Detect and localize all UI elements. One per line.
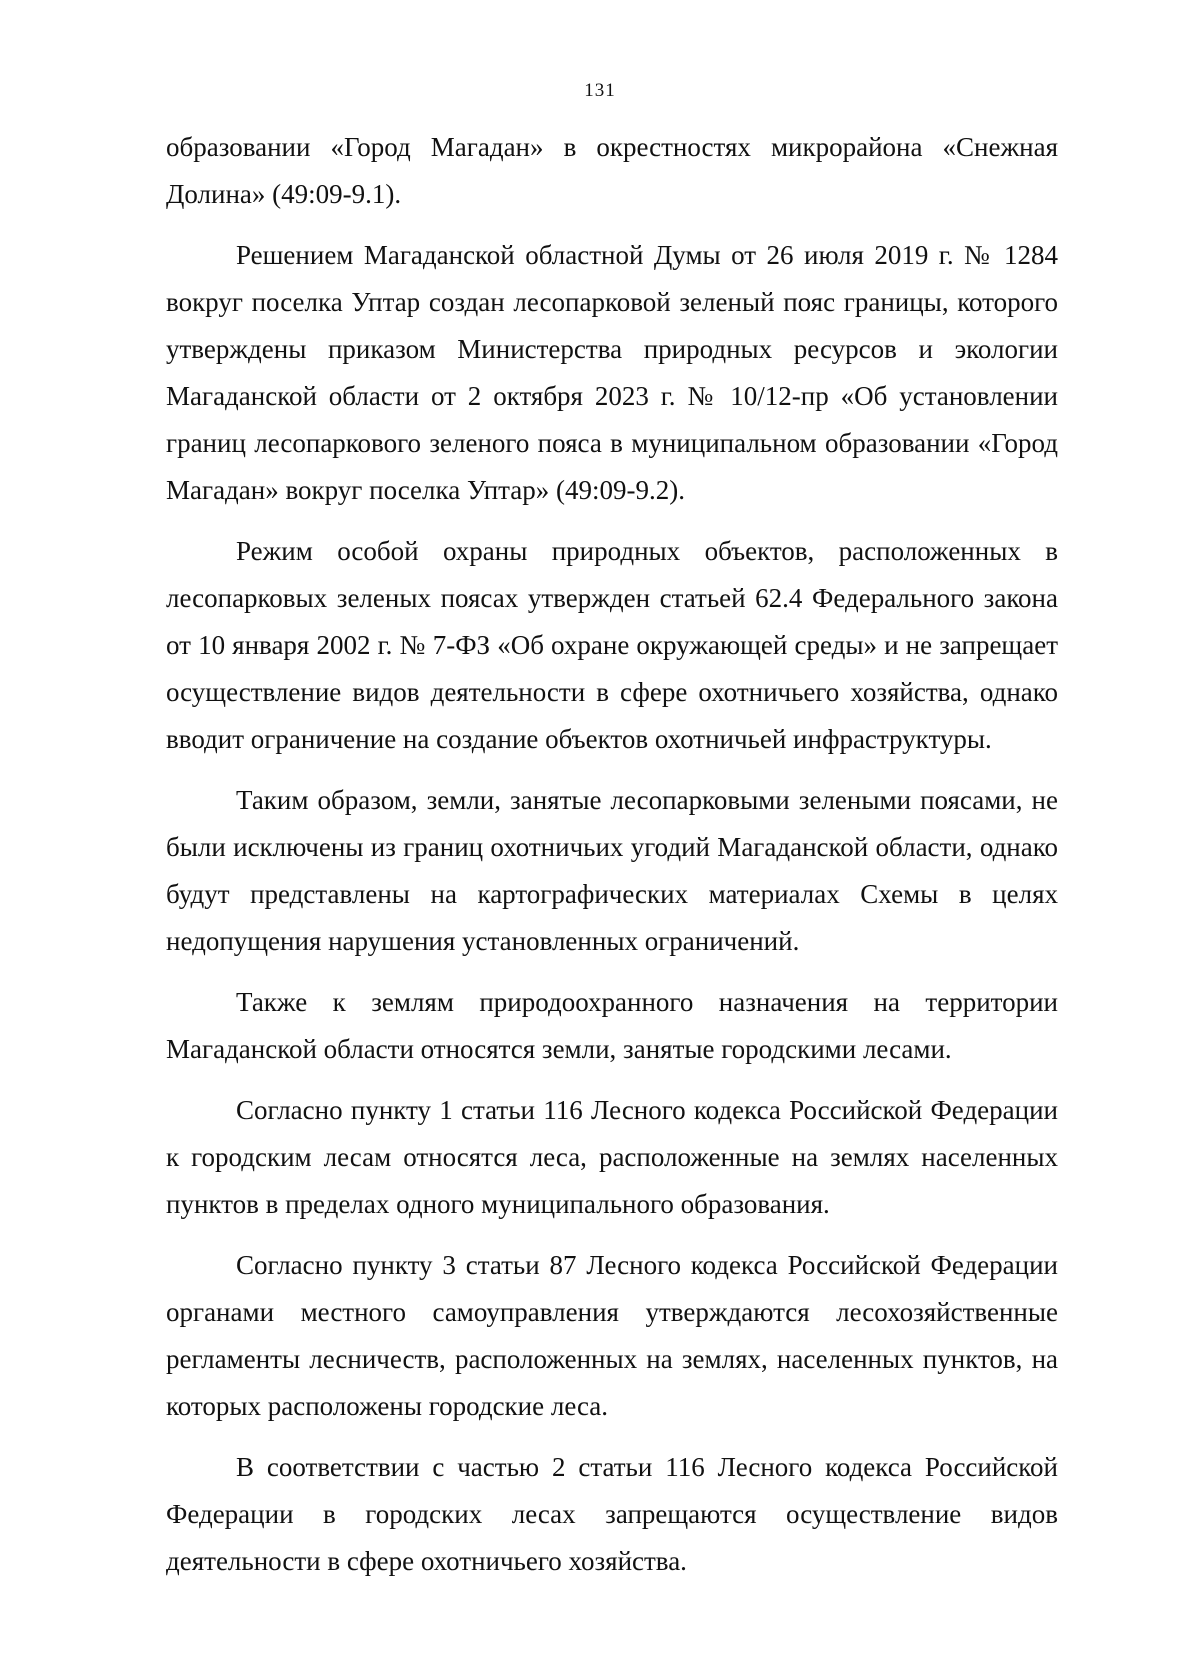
paragraph-7: Согласно пункту 3 статьи 87 Лесного кодекса Российской Федерации органами местного самоуправления утверждаются лесохозяйственные регламенты лесничеств, расположенных на землях, населенных пунктов, на которых расположены городские леса. bbox=[166, 1250, 1058, 1421]
paragraph-4: Таким образом, земли, занятые лесопарковыми зелеными поясами, не были исключены из границ охотничьих угодий Магаданской области, однако будут представлены на картографических материалах Схемы в целях недопущения нарушения установленных ограничений. bbox=[166, 785, 1058, 956]
paragraph-3: Режим особой охраны природных объектов, расположенных в лесопарковых зеленых поясах утвержден статьей 62.4 Федерального закона от 10 января 2002 г. № 7-ФЗ «Об охране окружающей среды» и не запрещает осуществление видов деятельности в сфере охотничьего хозяйства, однако вводит ограничение на создание объектов охотничьей инфраструктуры. bbox=[166, 536, 1058, 754]
paragraph-5: Также к землям природоохранного назначения на территории Магаданской области относятся земли, занятые городскими лесами. bbox=[166, 987, 1058, 1064]
page-number: 131 bbox=[584, 80, 616, 101]
paragraph-1: образовании «Город Магадан» в окрестностях микрорайона «Снежная Долина» (49:09-9.1). bbox=[166, 132, 1058, 209]
paragraph-8: В соответствии с частью 2 статьи 116 Лесного кодекса Российской Федерации в городских лесах запрещаются осуществление видов деятельности в сфере охотничьего хозяйства. bbox=[166, 1452, 1058, 1576]
paragraph-2: Решением Магаданской областной Думы от 26 июля 2019 г. № 1284 вокруг поселка Уптар создан лесопарковой зеленый пояс границы, которого утверждены приказом Министерства природных ресурсов и экологии Магаданской области от 2 октября 2023 г. № 10/12-пр «Об установлении границ лесопаркового зеленого пояса в муниципальном образовании «Город Магадан» вокруг поселка Уптар» (49:09-9.2). bbox=[166, 240, 1058, 505]
paragraph-6: Согласно пункту 1 статьи 116 Лесного кодекса Российской Федерации к городским лесам относятся леса, расположенные на землях населенных пунктов в пределах одного муниципального образования. bbox=[166, 1095, 1058, 1219]
document-body bbox=[166, 124, 1058, 1599]
